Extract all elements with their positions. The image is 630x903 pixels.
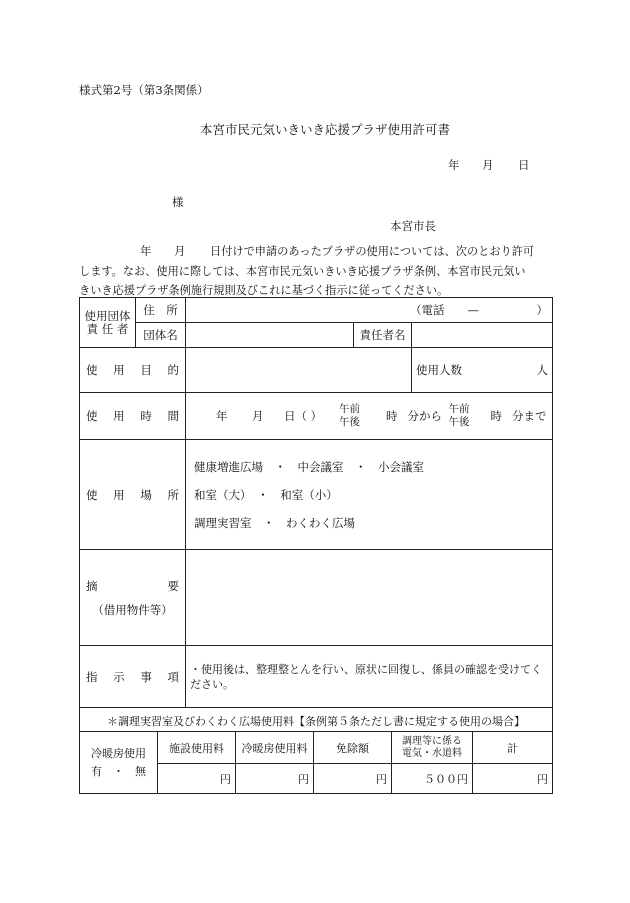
- responsible-field[interactable]: [412, 323, 553, 348]
- summary-field[interactable]: [186, 550, 553, 646]
- end-am: 午前: [448, 403, 470, 415]
- body-line2: します。なお、使用に際しては、本宮市民元気いきいき応援プラザ条例、本宮市民元気い: [79, 265, 526, 278]
- instruction-text: ・使用後は、整理整とんを行い、原状に回復し、係員の確認を受けてください。: [186, 646, 553, 708]
- phone-label: （電話 — ）: [410, 303, 548, 317]
- ac-usage-cell[interactable]: [80, 732, 158, 794]
- summary-char: 摘: [86, 578, 98, 593]
- place-char: 所: [167, 487, 179, 502]
- group-name-label: 団体名: [136, 323, 186, 348]
- fee-value-utilities: ５００円: [392, 764, 473, 794]
- body-line1: 日付けで申請のあったプラザの使用については、次のとおり許可: [210, 245, 535, 258]
- date-month: 月: [482, 158, 494, 172]
- address-field[interactable]: [186, 298, 553, 323]
- address-label: 住 所: [136, 298, 186, 323]
- summary-char: 要: [167, 578, 179, 593]
- place-option-row[interactable]: 調理実習室 ・ わくわく広場: [194, 515, 355, 530]
- fee-header-ac: 冷暖房使用料: [236, 732, 314, 764]
- end-ampm: [444, 403, 474, 429]
- fee-note: ＊調理実習室及びわくわく広場使用料【条例第５条ただし書に規定する使用の場合】: [80, 708, 553, 734]
- fee-header-facility: 施設使用料: [158, 732, 236, 764]
- instruction-char: 事: [140, 669, 152, 684]
- purpose-char: 目: [140, 363, 152, 377]
- instruction-char: 指: [86, 669, 98, 684]
- applicant-label: [80, 298, 136, 348]
- group-name-field[interactable]: [186, 323, 354, 348]
- body-line3: きいき応援プラザ条例施行規則及びこれに基づく指示に従ってください。: [79, 284, 449, 297]
- time-label: [80, 393, 186, 440]
- purpose-char: 使: [86, 363, 98, 377]
- time-field[interactable]: [186, 393, 553, 440]
- instruction-char: 示: [113, 669, 125, 684]
- start-am: 午前: [339, 403, 360, 415]
- fee-header-exemption: 免除額: [314, 732, 392, 764]
- place-option-row[interactable]: 和室（大） ・ 和室（小）: [194, 487, 338, 502]
- fee-header-utilities-line2: 電気・水道料: [402, 747, 462, 759]
- fee-header-utilities-line1: 調理等に係る: [402, 735, 462, 747]
- summary-sub: （借用物件等）: [92, 602, 173, 617]
- end-pm: 午後: [448, 416, 470, 428]
- responsible-label: 責任者名: [354, 323, 412, 348]
- place-label: [80, 440, 186, 550]
- instruction-char: 項: [167, 669, 179, 684]
- attendees-unit: 人: [536, 363, 548, 377]
- summary-label: [80, 550, 186, 646]
- attendees-cell[interactable]: [412, 348, 553, 393]
- fee-value-total[interactable]: 円: [473, 764, 553, 794]
- purpose-char: 的: [167, 363, 179, 377]
- end-hour: 時: [490, 409, 502, 423]
- end-until: 分まで: [512, 409, 547, 423]
- body-month: 月: [174, 244, 186, 258]
- date-year: 年: [448, 158, 460, 172]
- time-year: 年: [216, 409, 228, 423]
- place-char: 場: [140, 487, 152, 502]
- time-weekday: （ ）: [295, 409, 323, 423]
- start-from: 分から: [407, 409, 442, 423]
- date-day: 日: [518, 158, 530, 172]
- start-ampm: [330, 403, 370, 429]
- applicant-label-line2: 責 任 者: [86, 321, 129, 336]
- time-char: 間: [167, 409, 179, 423]
- time-month: 月: [252, 409, 264, 423]
- start-pm: 午後: [339, 416, 360, 428]
- place-char: 用: [113, 487, 125, 502]
- purpose-field[interactable]: [186, 348, 412, 393]
- ac-usage-label: 冷暖房使用: [91, 746, 146, 760]
- instruction-label: [80, 646, 186, 708]
- body-year: 年: [140, 244, 152, 258]
- time-char: 用: [113, 409, 125, 423]
- fee-header-total: 計: [473, 732, 553, 764]
- time-day: 日: [284, 409, 296, 423]
- start-hour: 時: [386, 409, 398, 423]
- place-options[interactable]: [186, 440, 553, 550]
- purpose-label: [80, 348, 186, 393]
- time-char: 使: [86, 409, 98, 423]
- permit-table: [79, 297, 553, 734]
- attendees-label: 使用人数: [416, 363, 462, 377]
- form-number: 様式第2号（第3条関係）: [79, 83, 209, 97]
- applicant-label-line1: 使用団体: [84, 308, 131, 323]
- issuer: 本宮市長: [390, 219, 436, 233]
- fee-value-exemption[interactable]: 円: [314, 764, 392, 794]
- fee-value-facility[interactable]: 円: [158, 764, 236, 794]
- place-char: 使: [86, 487, 98, 502]
- time-char: 時: [140, 409, 152, 423]
- ac-usage-options[interactable]: 有 ・ 無: [91, 764, 146, 778]
- document-title: 本宮市民元気いきいき応援プラザ使用許可書: [200, 122, 451, 137]
- addressee-suffix: 様: [172, 195, 184, 209]
- purpose-char: 用: [113, 363, 125, 377]
- place-option-row[interactable]: 健康増進広場 ・ 中会議室 ・ 小会議室: [194, 459, 424, 474]
- fee-value-ac[interactable]: 円: [236, 764, 314, 794]
- fee-table: [79, 731, 553, 794]
- fee-header-utilities: [392, 732, 473, 764]
